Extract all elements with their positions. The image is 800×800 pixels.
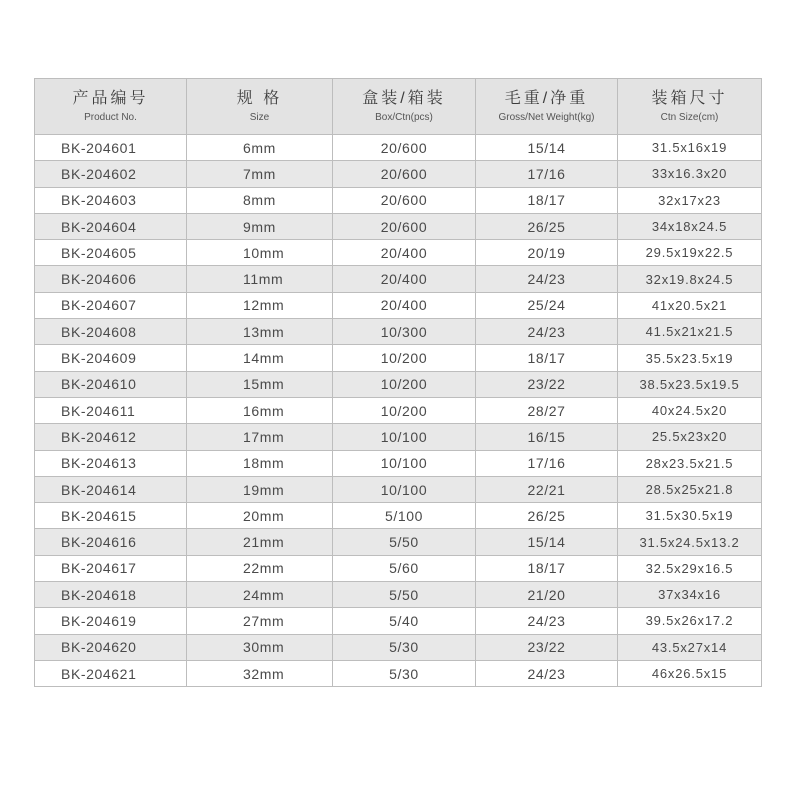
cell-box-ctn: 10/200 bbox=[333, 371, 476, 397]
cell-weight: 23/22 bbox=[476, 371, 618, 397]
cell-product-no: BK-204602 bbox=[35, 161, 187, 187]
cell-product-no: BK-204613 bbox=[35, 450, 187, 476]
product-spec-table bbox=[34, 78, 762, 687]
cell-product-no: BK-204615 bbox=[35, 503, 187, 529]
cell-ctn-size: 40x24.5x20 bbox=[618, 397, 762, 423]
cell-ctn-size: 34x18x24.5 bbox=[618, 213, 762, 239]
cell-weight: 24/23 bbox=[476, 319, 618, 345]
table-row bbox=[35, 634, 762, 660]
cell-size: 13mm bbox=[187, 319, 333, 345]
table-row bbox=[35, 476, 762, 502]
cell-box-ctn: 20/400 bbox=[333, 292, 476, 318]
cell-weight: 18/17 bbox=[476, 345, 618, 371]
cell-product-no: BK-204621 bbox=[35, 660, 187, 686]
table-row bbox=[35, 319, 762, 345]
cell-box-ctn: 10/200 bbox=[333, 345, 476, 371]
cell-weight: 16/15 bbox=[476, 424, 618, 450]
header-en-label: Box/Ctn(pcs) bbox=[375, 111, 433, 123]
cell-box-ctn: 10/100 bbox=[333, 450, 476, 476]
header-en-label: Product No. bbox=[84, 111, 137, 123]
cell-ctn-size: 32x17x23 bbox=[618, 187, 762, 213]
cell-product-no: BK-204611 bbox=[35, 397, 187, 423]
table-row bbox=[35, 240, 762, 266]
cell-product-no: BK-204606 bbox=[35, 266, 187, 292]
cell-weight: 25/24 bbox=[476, 292, 618, 318]
header-row bbox=[35, 79, 762, 135]
cell-ctn-size: 37x34x16 bbox=[618, 582, 762, 608]
cell-size: 7mm bbox=[187, 161, 333, 187]
cell-ctn-size: 28x23.5x21.5 bbox=[618, 450, 762, 476]
header-en-label: Gross/Net Weight(kg) bbox=[498, 111, 595, 123]
header-cn-label: 毛重/净重 bbox=[504, 89, 589, 107]
cell-size: 30mm bbox=[187, 634, 333, 660]
cell-ctn-size: 41.5x21x21.5 bbox=[618, 319, 762, 345]
cell-size: 27mm bbox=[187, 608, 333, 634]
cell-size: 22mm bbox=[187, 555, 333, 581]
cell-ctn-size: 32x19.8x24.5 bbox=[618, 266, 762, 292]
cell-size: 16mm bbox=[187, 397, 333, 423]
header-gross-net-weight bbox=[476, 79, 618, 135]
header-box-ctn bbox=[333, 79, 476, 135]
header-ctn-size bbox=[618, 79, 762, 135]
cell-box-ctn: 10/100 bbox=[333, 476, 476, 502]
cell-weight: 26/25 bbox=[476, 213, 618, 239]
cell-ctn-size: 28.5x25x21.8 bbox=[618, 476, 762, 502]
cell-product-no: BK-204617 bbox=[35, 555, 187, 581]
cell-box-ctn: 5/60 bbox=[333, 555, 476, 581]
header-cn-label: 产品编号 bbox=[72, 89, 149, 107]
cell-ctn-size: 32.5x29x16.5 bbox=[618, 555, 762, 581]
table-row bbox=[35, 161, 762, 187]
cell-size: 9mm bbox=[187, 213, 333, 239]
table-row bbox=[35, 213, 762, 239]
table-row bbox=[35, 608, 762, 634]
header-size bbox=[187, 79, 333, 135]
cell-weight: 17/16 bbox=[476, 450, 618, 476]
cell-product-no: BK-204608 bbox=[35, 319, 187, 345]
cell-size: 15mm bbox=[187, 371, 333, 397]
cell-ctn-size: 29.5x19x22.5 bbox=[618, 240, 762, 266]
cell-box-ctn: 20/600 bbox=[333, 187, 476, 213]
cell-size: 19mm bbox=[187, 476, 333, 502]
cell-box-ctn: 5/40 bbox=[333, 608, 476, 634]
cell-size: 18mm bbox=[187, 450, 333, 476]
cell-box-ctn: 10/100 bbox=[333, 424, 476, 450]
cell-size: 21mm bbox=[187, 529, 333, 555]
cell-ctn-size: 43.5x27x14 bbox=[618, 634, 762, 660]
table-row bbox=[35, 187, 762, 213]
cell-size: 20mm bbox=[187, 503, 333, 529]
cell-weight: 17/16 bbox=[476, 161, 618, 187]
cell-weight: 20/19 bbox=[476, 240, 618, 266]
cell-weight: 23/22 bbox=[476, 634, 618, 660]
table-row bbox=[35, 582, 762, 608]
cell-ctn-size: 38.5x23.5x19.5 bbox=[618, 371, 762, 397]
cell-ctn-size: 31.5x30.5x19 bbox=[618, 503, 762, 529]
cell-weight: 24/23 bbox=[476, 660, 618, 686]
cell-size: 11mm bbox=[187, 266, 333, 292]
table-row bbox=[35, 660, 762, 686]
cell-product-no: BK-204610 bbox=[35, 371, 187, 397]
cell-ctn-size: 39.5x26x17.2 bbox=[618, 608, 762, 634]
cell-box-ctn: 10/200 bbox=[333, 397, 476, 423]
cell-ctn-size: 25.5x23x20 bbox=[618, 424, 762, 450]
cell-ctn-size: 33x16.3x20 bbox=[618, 161, 762, 187]
cell-product-no: BK-204605 bbox=[35, 240, 187, 266]
cell-box-ctn: 20/400 bbox=[333, 240, 476, 266]
cell-box-ctn: 5/100 bbox=[333, 503, 476, 529]
cell-size: 10mm bbox=[187, 240, 333, 266]
cell-box-ctn: 5/50 bbox=[333, 582, 476, 608]
cell-ctn-size: 46x26.5x15 bbox=[618, 660, 762, 686]
table-row bbox=[35, 397, 762, 423]
table-row bbox=[35, 529, 762, 555]
cell-weight: 18/17 bbox=[476, 555, 618, 581]
cell-product-no: BK-204609 bbox=[35, 345, 187, 371]
table-row bbox=[35, 266, 762, 292]
table-row bbox=[35, 371, 762, 397]
cell-product-no: BK-204607 bbox=[35, 292, 187, 318]
cell-size: 32mm bbox=[187, 660, 333, 686]
cell-weight: 15/14 bbox=[476, 135, 618, 161]
cell-ctn-size: 35.5x23.5x19 bbox=[618, 345, 762, 371]
cell-weight: 24/23 bbox=[476, 266, 618, 292]
cell-box-ctn: 5/30 bbox=[333, 660, 476, 686]
cell-product-no: BK-204619 bbox=[35, 608, 187, 634]
cell-box-ctn: 20/600 bbox=[333, 135, 476, 161]
table-row bbox=[35, 345, 762, 371]
cell-weight: 24/23 bbox=[476, 608, 618, 634]
header-en-label: Size bbox=[249, 111, 270, 123]
cell-weight: 22/21 bbox=[476, 476, 618, 502]
table-body bbox=[35, 135, 762, 687]
header-cn-label: 规 格 bbox=[236, 89, 283, 107]
cell-size: 17mm bbox=[187, 424, 333, 450]
cell-size: 8mm bbox=[187, 187, 333, 213]
cell-ctn-size: 31.5x24.5x13.2 bbox=[618, 529, 762, 555]
cell-size: 12mm bbox=[187, 292, 333, 318]
cell-weight: 15/14 bbox=[476, 529, 618, 555]
table-row bbox=[35, 555, 762, 581]
cell-size: 6mm bbox=[187, 135, 333, 161]
table-row bbox=[35, 292, 762, 318]
cell-product-no: BK-204620 bbox=[35, 634, 187, 660]
cell-box-ctn: 5/30 bbox=[333, 634, 476, 660]
cell-ctn-size: 41x20.5x21 bbox=[618, 292, 762, 318]
cell-product-no: BK-204604 bbox=[35, 213, 187, 239]
table-row bbox=[35, 135, 762, 161]
cell-box-ctn: 20/400 bbox=[333, 266, 476, 292]
cell-product-no: BK-204603 bbox=[35, 187, 187, 213]
cell-ctn-size: 31.5x16x19 bbox=[618, 135, 762, 161]
cell-size: 24mm bbox=[187, 582, 333, 608]
cell-product-no: BK-204614 bbox=[35, 476, 187, 502]
cell-weight: 21/20 bbox=[476, 582, 618, 608]
cell-box-ctn: 5/50 bbox=[333, 529, 476, 555]
cell-product-no: BK-204612 bbox=[35, 424, 187, 450]
table-row bbox=[35, 503, 762, 529]
cell-box-ctn: 20/600 bbox=[333, 161, 476, 187]
table-row bbox=[35, 424, 762, 450]
cell-weight: 26/25 bbox=[476, 503, 618, 529]
header-cn-label: 盒装/箱装 bbox=[362, 89, 446, 107]
cell-weight: 28/27 bbox=[476, 397, 618, 423]
header-en-label: Ctn Size(cm) bbox=[660, 111, 719, 123]
table-row bbox=[35, 450, 762, 476]
cell-product-no: BK-204616 bbox=[35, 529, 187, 555]
header-product-no bbox=[35, 79, 187, 135]
cell-weight: 18/17 bbox=[476, 187, 618, 213]
table-header bbox=[35, 79, 762, 135]
header-cn-label: 装箱尺寸 bbox=[651, 89, 728, 107]
cell-size: 14mm bbox=[187, 345, 333, 371]
cell-product-no: BK-204601 bbox=[35, 135, 187, 161]
cell-box-ctn: 10/300 bbox=[333, 319, 476, 345]
cell-box-ctn: 20/600 bbox=[333, 213, 476, 239]
cell-product-no: BK-204618 bbox=[35, 582, 187, 608]
